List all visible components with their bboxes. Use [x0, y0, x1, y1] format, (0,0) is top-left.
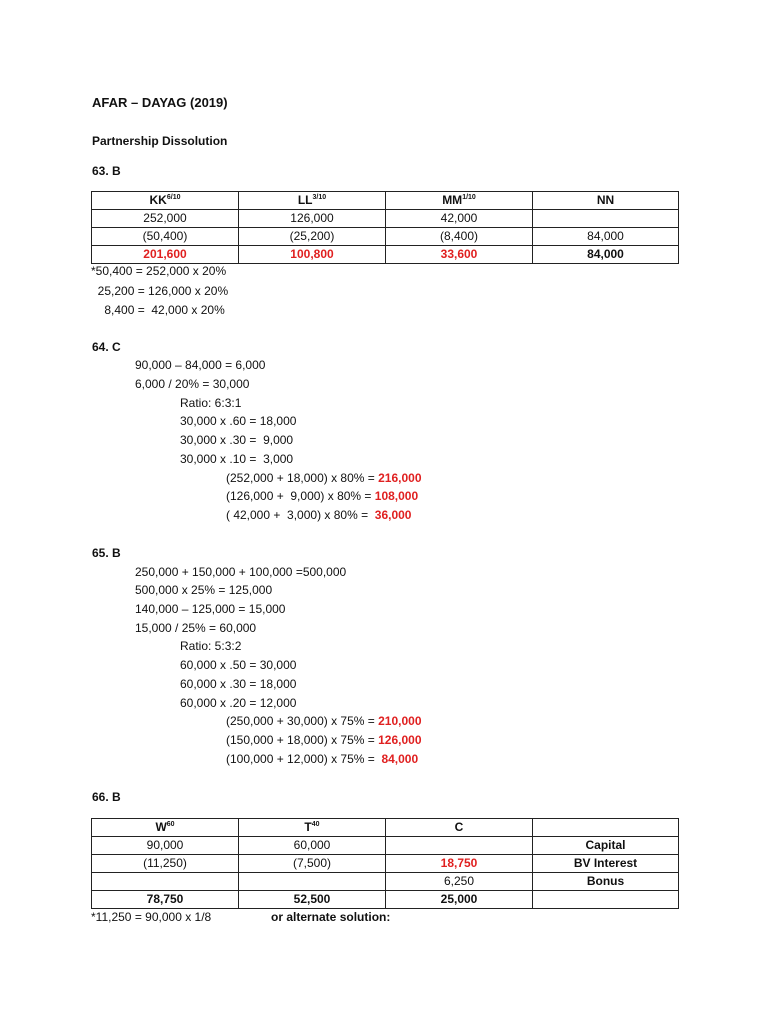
answer-cell: 18,750	[386, 855, 533, 873]
alternate-solution-note: or alternate solution:	[271, 910, 391, 924]
question-66-label: 66. B	[92, 790, 121, 804]
table-cell: (50,400)	[92, 228, 239, 246]
table-header-row	[92, 192, 679, 210]
document-title: AFAR – DAYAG (2019)	[92, 95, 228, 110]
computation-line: 15,000 / 25% = 60,000	[135, 621, 257, 635]
answer-cell: 33,600	[386, 246, 533, 264]
table-header-row	[92, 819, 679, 837]
computation-line: ( 42,000 + 3,000) x 80% = 36,000	[226, 508, 412, 522]
computation-line: (250,000 + 30,000) x 75% = 210,000	[226, 714, 422, 728]
section-title: Partnership Dissolution	[92, 134, 228, 148]
answer-value: 126,000	[378, 733, 422, 747]
computation-line: Ratio: 6:3:1	[180, 396, 242, 410]
computation-note: *50,400 = 252,000 x 20%	[91, 264, 227, 278]
computation-line: 90,000 – 84,000 = 6,000	[135, 358, 266, 372]
table-cell: 84,000	[533, 246, 679, 264]
computation-line: 140,000 – 125,000 = 15,000	[135, 602, 286, 616]
table-row	[92, 228, 679, 246]
computation-line: 60,000 x .30 = 18,000	[180, 677, 297, 691]
table-cell: (11,250)	[92, 855, 239, 873]
answer-value: 84,000	[381, 752, 419, 766]
table-cell: (7,500)	[239, 855, 386, 873]
answer-cell: 201,600	[92, 246, 239, 264]
table-cell: 60,000	[239, 837, 386, 855]
header-blank	[533, 819, 679, 837]
header-mm: $MM^{1/10}$	[386, 192, 533, 210]
table-row	[92, 873, 679, 891]
computation-line: 60,000 x .50 = 30,000	[180, 658, 297, 672]
row-label: Capital	[533, 837, 679, 855]
table-row	[92, 891, 679, 909]
table-row	[92, 837, 679, 855]
table-cell: 126,000	[239, 210, 386, 228]
header-nn: NN	[533, 192, 679, 210]
question-63-label: 63. B	[92, 164, 121, 178]
computation-line: 60,000 x .20 = 12,000	[180, 696, 297, 710]
table-cell	[239, 873, 386, 891]
table-cell: 42,000	[386, 210, 533, 228]
table-cell: 252,000	[92, 210, 239, 228]
answer-value: 36,000	[374, 508, 412, 522]
computation-line: 30,000 x .10 = 3,000	[180, 452, 294, 466]
q63-table	[91, 191, 679, 264]
answer-value: 108,000	[374, 489, 419, 503]
computation-line: 30,000 x .30 = 9,000	[180, 433, 294, 447]
computation-line: (100,000 + 12,000) x 75% = 84,000	[226, 752, 419, 766]
row-label: BV Interest	[533, 855, 679, 873]
header-w: $W^{60}$	[92, 819, 239, 837]
answer-value: 210,000	[378, 714, 422, 728]
table-cell: 25,000	[386, 891, 533, 909]
computation-line: (150,000 + 18,000) x 75% = 126,000	[226, 733, 422, 747]
table-cell: 84,000	[533, 228, 679, 246]
table-row	[92, 246, 679, 264]
table-cell	[386, 837, 533, 855]
answer-cell: 100,800	[239, 246, 386, 264]
computation-line: Ratio: 5:3:2	[180, 639, 242, 653]
computation-line: 500,000 x 25% = 125,000	[135, 583, 273, 597]
question-64-label: 64. C	[92, 340, 121, 354]
row-label: Bonus	[533, 873, 679, 891]
table-cell: (25,200)	[239, 228, 386, 246]
table-cell	[533, 891, 679, 909]
table-cell	[92, 873, 239, 891]
computation-note: *11,250 = 90,000 x 1/8	[91, 910, 212, 924]
table-row	[92, 210, 679, 228]
table-cell: 78,750	[92, 891, 239, 909]
answer-value: 216,000	[378, 471, 422, 485]
header-kk: $KK^{6/10}$	[92, 192, 239, 210]
header-c: C	[386, 819, 533, 837]
computation-line: 6,000 / 20% = 30,000	[135, 377, 250, 391]
question-65-label: 65. B	[92, 546, 121, 560]
computation-line: (126,000 + 9,000) x 80% = 108,000	[226, 489, 419, 503]
table-cell	[533, 210, 679, 228]
header-t: $T^{40}$	[239, 819, 386, 837]
table-cell: (8,400)	[386, 228, 533, 246]
computation-line: (252,000 + 18,000) x 80% = 216,000	[226, 471, 422, 485]
computation-note: 8,400 = 42,000 x 20%	[91, 303, 225, 317]
computation-note: 25,200 = 126,000 x 20%	[91, 284, 229, 298]
computation-line: 30,000 x .60 = 18,000	[180, 414, 297, 428]
table-row	[92, 855, 679, 873]
computation-line: 250,000 + 150,000 + 100,000 =500,000	[135, 565, 347, 579]
table-cell: 6,250	[386, 873, 533, 891]
table-cell: 90,000	[92, 837, 239, 855]
q66-table	[91, 818, 679, 909]
header-ll: $LL^{3/10}$	[239, 192, 386, 210]
table-cell: 52,500	[239, 891, 386, 909]
